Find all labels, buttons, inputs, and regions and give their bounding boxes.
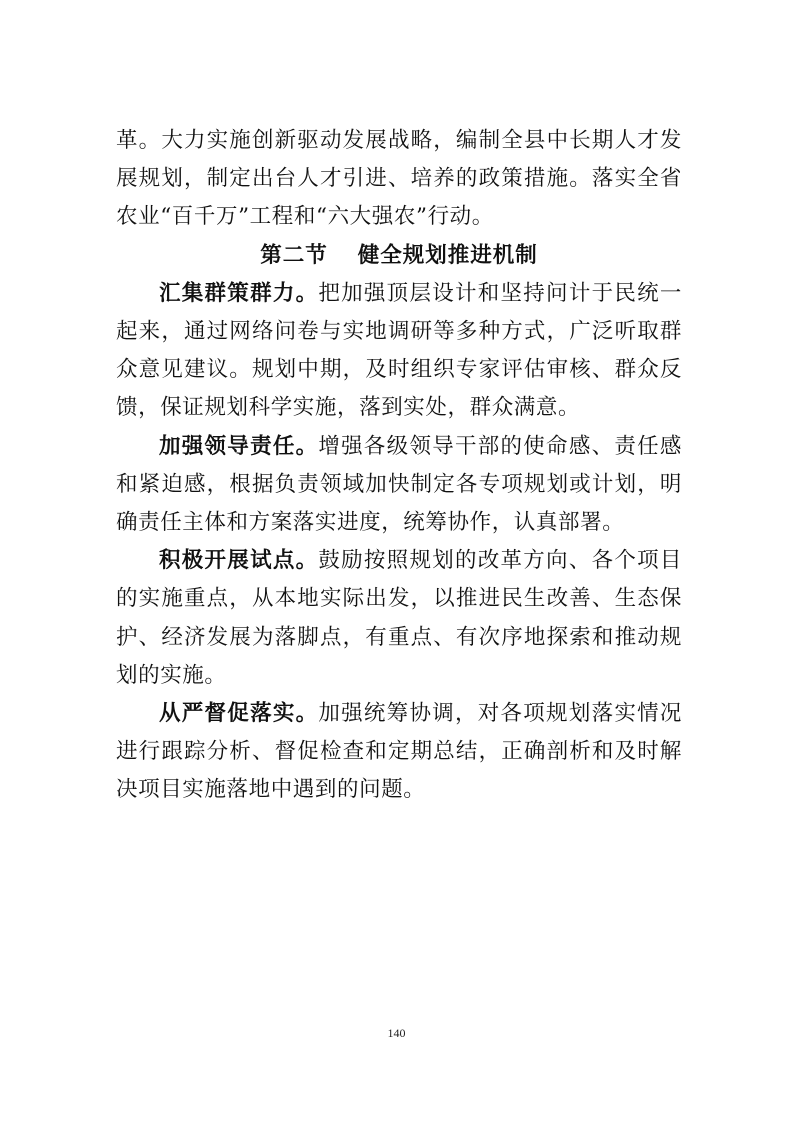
paragraph-pilot-projects	[116, 542, 682, 695]
section-heading	[116, 237, 682, 275]
section-number: 第二节	[260, 242, 328, 268]
paragraph-lead: 从严督促落实。	[159, 701, 319, 727]
paragraph-leadership-responsibility	[116, 428, 682, 543]
document-body	[116, 122, 682, 810]
paragraph-gather-opinions	[116, 275, 682, 428]
paragraph-supervise-implementation	[116, 695, 682, 810]
paragraph-text: 把加强顶层设计和坚持问计于民统一起来，通过网络问卷与实地调研等多种方式，广泛听取群众意见建议。规划中期，及时组织专家评估审核、群众反馈，保证规划科学实施，落到实处，群众满意。	[116, 280, 682, 421]
page-number: 140	[387, 1026, 406, 1040]
paragraph-lead: 加强领导责任。	[159, 433, 319, 459]
intro-paragraph: 革。大力实施创新驱动发展战略，编制全县中长期人才发展规划，制定出台人才引进、培养的政策措施。落实全省农业“百千万”工程和“六大强农”行动。	[116, 128, 682, 230]
paragraph-text: 鼓励按照规划的改革方向、各个项目的实施重点，从本地实际出发，以推进民生改善、生态保护、经济发展为落脚点，有重点、有次序地探索和推动规划的实施。	[116, 548, 682, 688]
paragraph-text: 加强统筹协调，对各项规划落实情况进行跟踪分析、督促检查和定期总结，正确剖析和及时解决项目实施落地中遇到的问题。	[116, 701, 682, 803]
paragraph-text: 增强各级领导干部的使命感、责任感和紧迫感，根据负责领域加快制定各专项规划或计划，明确责任主体和方案落实进度，统筹协作，认真部署。	[116, 433, 682, 536]
section-title: 健全规划推进机制	[357, 242, 538, 268]
paragraph-lead: 积极开展试点。	[159, 548, 319, 574]
paragraph-lead: 汇集群策群力。	[159, 280, 319, 306]
